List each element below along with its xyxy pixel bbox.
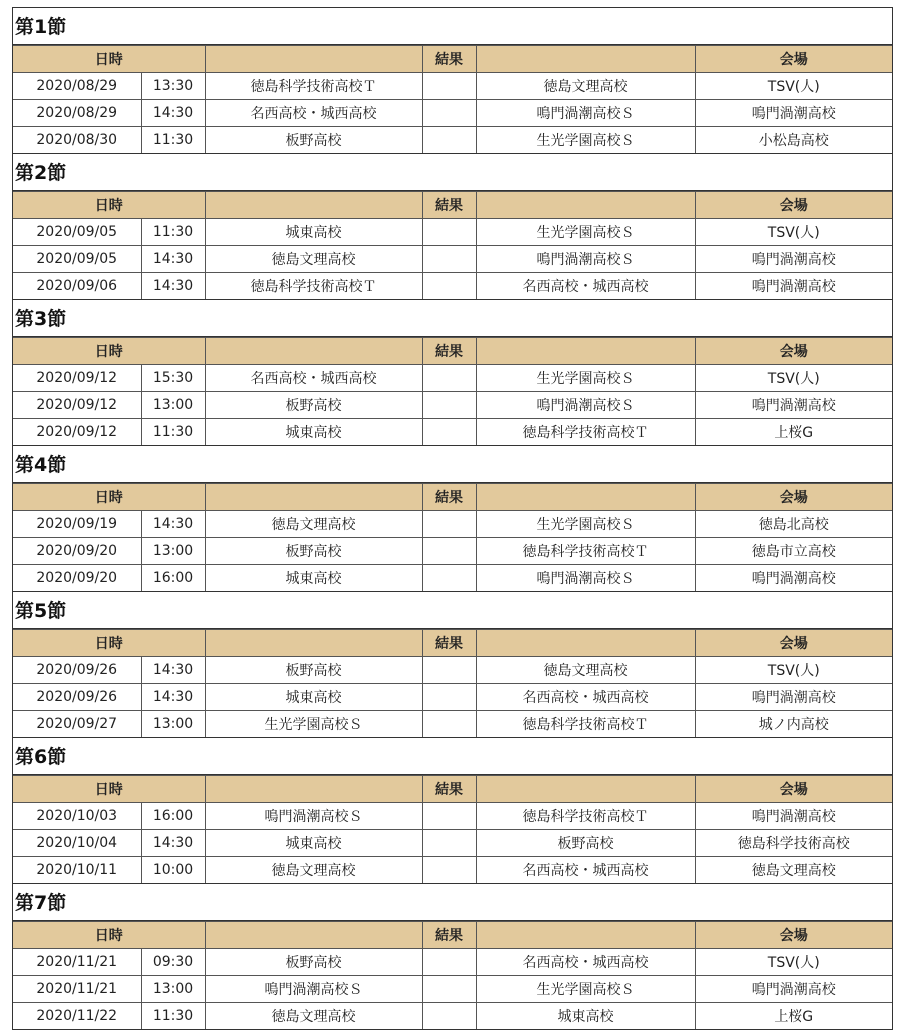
match-date: 2020/09/26 [13, 657, 141, 684]
match-table [13, 629, 892, 737]
match-row [13, 538, 892, 565]
header-datetime: 日時 [13, 922, 205, 949]
match-date: 2020/09/12 [13, 365, 141, 392]
match-row [13, 830, 892, 857]
home-team: 板野高校 [205, 657, 422, 684]
match-row [13, 365, 892, 392]
header-home-blank [205, 46, 422, 73]
round-title: 第7節 [13, 884, 892, 921]
match-venue: 小松島高校 [695, 127, 892, 154]
match-time: 14:30 [141, 511, 205, 538]
table-header-row [13, 922, 892, 949]
match-result [422, 684, 476, 711]
match-time: 11:30 [141, 127, 205, 154]
header-home-blank [205, 338, 422, 365]
match-time: 09:30 [141, 949, 205, 976]
round-title: 第4節 [13, 446, 892, 483]
round-title: 第2節 [13, 154, 892, 191]
match-row [13, 392, 892, 419]
home-team: 生光学園高校Ｓ [205, 711, 422, 738]
away-team: 城東高校 [476, 1003, 695, 1030]
match-time: 16:00 [141, 565, 205, 592]
away-team: 徳島文理高校 [476, 73, 695, 100]
home-team: 城東高校 [205, 419, 422, 446]
header-result: 結果 [422, 192, 476, 219]
away-team: 生光学園高校Ｓ [476, 219, 695, 246]
table-header-row [13, 338, 892, 365]
header-result: 結果 [422, 776, 476, 803]
match-time: 11:30 [141, 1003, 205, 1030]
match-venue: 城ノ内高校 [695, 711, 892, 738]
match-result [422, 419, 476, 446]
match-date: 2020/09/19 [13, 511, 141, 538]
match-row [13, 1003, 892, 1030]
match-time: 11:30 [141, 419, 205, 446]
header-datetime: 日時 [13, 630, 205, 657]
match-table [13, 45, 892, 153]
round-section [12, 153, 893, 299]
match-result [422, 565, 476, 592]
home-team: 名西高校・城西高校 [205, 365, 422, 392]
home-team: 名西高校・城西高校 [205, 100, 422, 127]
away-team: 板野高校 [476, 830, 695, 857]
match-row [13, 419, 892, 446]
match-venue: 鳴門渦潮高校 [695, 392, 892, 419]
header-away-blank [476, 630, 695, 657]
match-row [13, 273, 892, 300]
header-venue: 会場 [695, 776, 892, 803]
header-away-blank [476, 484, 695, 511]
header-home-blank [205, 776, 422, 803]
match-result [422, 657, 476, 684]
match-result [422, 511, 476, 538]
header-datetime: 日時 [13, 338, 205, 365]
header-datetime: 日時 [13, 46, 205, 73]
away-team: 徳島科学技術高校Ｔ [476, 803, 695, 830]
match-row [13, 711, 892, 738]
match-result [422, 100, 476, 127]
match-result [422, 803, 476, 830]
header-datetime: 日時 [13, 776, 205, 803]
match-date: 2020/11/22 [13, 1003, 141, 1030]
match-result [422, 976, 476, 1003]
home-team: 徳島科学技術高校Ｔ [205, 273, 422, 300]
match-date: 2020/10/03 [13, 803, 141, 830]
match-row [13, 949, 892, 976]
match-row [13, 100, 892, 127]
match-time: 14:30 [141, 657, 205, 684]
match-result [422, 392, 476, 419]
match-date: 2020/09/20 [13, 565, 141, 592]
match-table [13, 921, 892, 1029]
match-venue: 徳島市立高校 [695, 538, 892, 565]
round-section [12, 591, 893, 737]
match-result [422, 949, 476, 976]
match-venue: 鳴門渦潮高校 [695, 684, 892, 711]
table-header-row [13, 484, 892, 511]
match-venue: 徳島北高校 [695, 511, 892, 538]
header-result: 結果 [422, 630, 476, 657]
away-team: 生光学園高校Ｓ [476, 511, 695, 538]
match-venue: TSV(人) [695, 949, 892, 976]
match-time: 14:30 [141, 246, 205, 273]
match-date: 2020/10/04 [13, 830, 141, 857]
home-team: 徳島文理高校 [205, 857, 422, 884]
header-away-blank [476, 46, 695, 73]
schedule-container [12, 7, 893, 1030]
match-venue: 鳴門渦潮高校 [695, 565, 892, 592]
header-home-blank [205, 484, 422, 511]
match-row [13, 565, 892, 592]
home-team: 板野高校 [205, 949, 422, 976]
round-title: 第1節 [13, 8, 892, 45]
match-result [422, 711, 476, 738]
match-result [422, 365, 476, 392]
match-table [13, 775, 892, 883]
round-title: 第5節 [13, 592, 892, 629]
match-result [422, 246, 476, 273]
match-result [422, 273, 476, 300]
header-venue: 会場 [695, 46, 892, 73]
match-date: 2020/09/27 [13, 711, 141, 738]
home-team: 徳島文理高校 [205, 246, 422, 273]
match-date: 2020/09/05 [13, 219, 141, 246]
match-row [13, 857, 892, 884]
header-away-blank [476, 192, 695, 219]
away-team: 名西高校・城西高校 [476, 684, 695, 711]
header-result: 結果 [422, 338, 476, 365]
round-section [12, 737, 893, 883]
match-row [13, 657, 892, 684]
match-row [13, 127, 892, 154]
away-team: 徳島文理高校 [476, 657, 695, 684]
home-team: 板野高校 [205, 127, 422, 154]
away-team: 名西高校・城西高校 [476, 857, 695, 884]
away-team: 生光学園高校Ｓ [476, 127, 695, 154]
away-team: 生光学園高校Ｓ [476, 365, 695, 392]
away-team: 名西高校・城西高校 [476, 949, 695, 976]
match-date: 2020/10/11 [13, 857, 141, 884]
away-team: 徳島科学技術高校Ｔ [476, 711, 695, 738]
match-venue: TSV(人) [695, 365, 892, 392]
match-time: 13:00 [141, 392, 205, 419]
home-team: 板野高校 [205, 538, 422, 565]
round-section [12, 299, 893, 445]
match-venue: 鳴門渦潮高校 [695, 100, 892, 127]
header-away-blank [476, 776, 695, 803]
header-result: 結果 [422, 484, 476, 511]
away-team: 徳島科学技術高校Ｔ [476, 538, 695, 565]
home-team: 板野高校 [205, 392, 422, 419]
table-header-row [13, 192, 892, 219]
match-time: 15:30 [141, 365, 205, 392]
away-team: 鳴門渦潮高校Ｓ [476, 392, 695, 419]
table-header-row [13, 776, 892, 803]
header-venue: 会場 [695, 338, 892, 365]
match-result [422, 73, 476, 100]
home-team: 城東高校 [205, 830, 422, 857]
match-result [422, 857, 476, 884]
header-result: 結果 [422, 922, 476, 949]
away-team: 名西高校・城西高校 [476, 273, 695, 300]
home-team: 鳴門渦潮高校Ｓ [205, 803, 422, 830]
home-team: 徳島文理高校 [205, 511, 422, 538]
match-row [13, 219, 892, 246]
match-row [13, 976, 892, 1003]
table-header-row [13, 46, 892, 73]
header-venue: 会場 [695, 630, 892, 657]
match-row [13, 73, 892, 100]
match-time: 14:30 [141, 684, 205, 711]
match-date: 2020/11/21 [13, 976, 141, 1003]
home-team: 徳島科学技術高校Ｔ [205, 73, 422, 100]
match-table [13, 483, 892, 591]
round-title: 第3節 [13, 300, 892, 337]
home-team: 城東高校 [205, 565, 422, 592]
match-date: 2020/11/21 [13, 949, 141, 976]
header-away-blank [476, 338, 695, 365]
match-table [13, 191, 892, 299]
match-time: 13:00 [141, 976, 205, 1003]
match-venue: TSV(人) [695, 657, 892, 684]
match-venue: 鳴門渦潮高校 [695, 246, 892, 273]
match-venue: TSV(人) [695, 219, 892, 246]
header-venue: 会場 [695, 192, 892, 219]
header-home-blank [205, 192, 422, 219]
home-team: 城東高校 [205, 219, 422, 246]
match-date: 2020/09/05 [13, 246, 141, 273]
table-header-row [13, 630, 892, 657]
round-section [12, 7, 893, 153]
match-time: 10:00 [141, 857, 205, 884]
match-time: 14:30 [141, 100, 205, 127]
header-home-blank [205, 630, 422, 657]
match-row [13, 246, 892, 273]
header-datetime: 日時 [13, 484, 205, 511]
match-venue: TSV(人) [695, 73, 892, 100]
round-section [12, 883, 893, 1030]
match-date: 2020/08/29 [13, 100, 141, 127]
header-home-blank [205, 922, 422, 949]
match-venue: 徳島文理高校 [695, 857, 892, 884]
match-time: 13:00 [141, 711, 205, 738]
match-date: 2020/09/26 [13, 684, 141, 711]
away-team: 生光学園高校Ｓ [476, 976, 695, 1003]
away-team: 徳島科学技術高校Ｔ [476, 419, 695, 446]
header-datetime: 日時 [13, 192, 205, 219]
match-date: 2020/08/29 [13, 73, 141, 100]
match-venue: 徳島科学技術高校 [695, 830, 892, 857]
match-time: 16:00 [141, 803, 205, 830]
match-time: 11:30 [141, 219, 205, 246]
away-team: 鳴門渦潮高校Ｓ [476, 100, 695, 127]
match-venue: 鳴門渦潮高校 [695, 273, 892, 300]
home-team: 城東高校 [205, 684, 422, 711]
match-date: 2020/09/20 [13, 538, 141, 565]
header-away-blank [476, 922, 695, 949]
match-time: 13:30 [141, 73, 205, 100]
round-section [12, 445, 893, 591]
home-team: 鳴門渦潮高校Ｓ [205, 976, 422, 1003]
match-result [422, 219, 476, 246]
match-venue: 上桜G [695, 1003, 892, 1030]
home-team: 徳島文理高校 [205, 1003, 422, 1030]
match-row [13, 803, 892, 830]
match-table [13, 337, 892, 445]
match-date: 2020/09/06 [13, 273, 141, 300]
match-row [13, 684, 892, 711]
match-venue: 鳴門渦潮高校 [695, 976, 892, 1003]
match-date: 2020/08/30 [13, 127, 141, 154]
away-team: 鳴門渦潮高校Ｓ [476, 246, 695, 273]
header-venue: 会場 [695, 922, 892, 949]
match-time: 13:00 [141, 538, 205, 565]
match-row [13, 511, 892, 538]
match-result [422, 538, 476, 565]
away-team: 鳴門渦潮高校Ｓ [476, 565, 695, 592]
match-result [422, 127, 476, 154]
header-result: 結果 [422, 46, 476, 73]
match-venue: 上桜G [695, 419, 892, 446]
match-date: 2020/09/12 [13, 419, 141, 446]
header-venue: 会場 [695, 484, 892, 511]
match-time: 14:30 [141, 830, 205, 857]
match-result [422, 1003, 476, 1030]
match-time: 14:30 [141, 273, 205, 300]
match-date: 2020/09/12 [13, 392, 141, 419]
match-result [422, 830, 476, 857]
match-venue: 鳴門渦潮高校 [695, 803, 892, 830]
round-title: 第6節 [13, 738, 892, 775]
